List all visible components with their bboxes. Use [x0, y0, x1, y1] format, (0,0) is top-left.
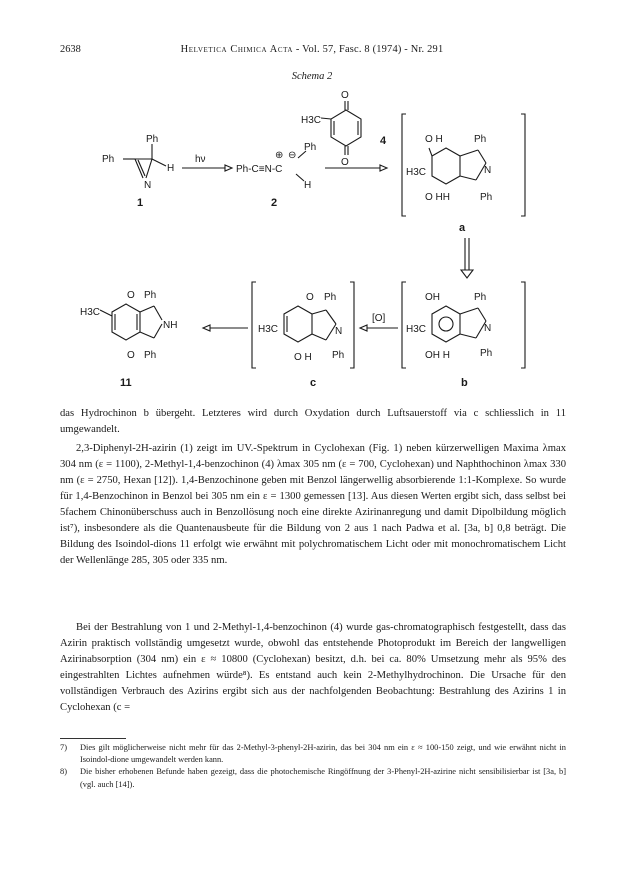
paragraph-3 — [60, 620, 566, 716]
label-n: N — [144, 180, 152, 191]
footnote-mark: 8) — [60, 767, 67, 777]
intermediate-b-structure — [402, 282, 525, 389]
page-number: 2638 — [60, 44, 81, 55]
label-h3c: H3C — [406, 324, 427, 335]
label-ph: Ph — [480, 348, 493, 359]
label-ph: Ph — [324, 292, 337, 303]
label-ph: Ph — [304, 142, 317, 153]
label-h3c: H3C — [258, 324, 279, 335]
arrow-hv — [182, 154, 232, 171]
intermediate-a-structure — [402, 114, 525, 234]
arrow-ox-label: [O] — [372, 313, 386, 324]
label-ph: Ph — [146, 134, 159, 145]
label-minus: ⊖ — [288, 150, 297, 161]
label-h3c: H3C — [80, 307, 101, 318]
label-o: O — [127, 350, 135, 361]
footnote-text: Dies gilt möglicherweise nicht mehr für das 2-Methyl-3-phenyl-2H-azirin, das bei 304 nm ein ε ≈ 100-150 zeigt, und wie erwähnt nicht in Isoindol-dione umgewandelt werden kann. — [80, 743, 566, 765]
footnotes — [60, 742, 566, 791]
paragraph-2-text: 2,3-Diphenyl-2H-azirin (1) zeigt im UV.-Spektrum in Cyclohexan (Fig. 1) neben kürzerwelligen Maxima λmax 304 nm (ε = 1100), 2-Methyl-1,4-benzochinon (4) λmax 305 nm (ε = 700, Cyclohexan) und Naphthochinon λmax 330 nm (ε = 2750, Hexan [12]). 1,4-Benzochinone geben mit Benzol längerwellig absorbierende 1:1-Komplexe. So wurde für 1,4-Benzochinon in Benzol bei 305 nm ein ε = 1300 gemessen [13]. Aus diesen Werten ergibt sich, dass selbst bei 5fachem Chinonüberschuss auch in Benzollösung noch eine direkte Azirinanregung und damit Dipolbildung möglich ist⁷), insbesondere als die Quantenausbeute für die Bildung von 2 aus 1 nach Padwa et al. [3a, b] 0,8 beträgt. Die Bildung des Isoindol-dions 11 erfolgt wie erwähnt mit polychromatischem Licht oder mit monochromatischem Licht der Wellenlänge 285, 305 oder 335 nm. — [60, 443, 566, 567]
label-o: O — [306, 292, 314, 303]
page-header — [60, 44, 564, 60]
arrow-hv-label: hν — [195, 154, 206, 165]
label-nh: NH — [163, 320, 178, 331]
label-ph: Ph — [480, 192, 493, 203]
reaction-scheme — [80, 88, 550, 393]
footnote-7 — [60, 742, 566, 766]
label-n: N — [335, 326, 343, 337]
label-h: H — [167, 163, 175, 174]
footnote-8 — [60, 766, 566, 790]
paragraph-3-text: Bei der Bestrahlung von 1 und 2-Methyl-1,4-benzochinon (4) wurde gas-chromatographisch festgestellt, dass das Azirin praktisch vollständig umgesetzt wurde, obwohl das entstehende Photoprodukt im Bereich der langwelligen Azirinabsorption (304 nm) ein ε ≈ 10800 (Cyclohexan) besitzt, d.h. bei ca. 80% Umsetzung mehr als 95% des eingestrahlten Lichtes aufnehmen würde⁸). Es entstand auch kein 2-Methylhydrochinon. Die Ursache für den vollständigen Verbrauch des Azirins ergibt sich aus der nachfolgenden Beobachtung: Bestrahlung des Azirins 1 in Cyclohexan (c = — [60, 622, 566, 714]
label-oh-h: OH H — [425, 350, 450, 361]
footnote-divider — [60, 738, 126, 739]
label-h: H — [304, 180, 312, 191]
journal-name: Helvetica Chimica Acta — [180, 44, 294, 55]
label-n: N — [484, 323, 492, 334]
arrow-to-a — [325, 165, 387, 171]
label-ph: Ph — [102, 154, 115, 165]
compound-letter-c: c — [310, 377, 317, 389]
compound-4-structure — [301, 90, 387, 168]
label-o-h: O H — [294, 352, 312, 363]
compound-number-2: 2 — [271, 197, 278, 209]
label-o: O — [341, 90, 349, 101]
compound-number-4: 4 — [380, 135, 387, 147]
issue-info: - Vol. 57, Fasc. 8 (1974) - Nr. 291 — [293, 44, 444, 55]
label-ph: Ph — [474, 134, 487, 145]
label-ph: Ph — [144, 350, 157, 361]
label-ph: Ph — [332, 350, 345, 361]
paragraph-2 — [60, 441, 566, 569]
label-ph: Ph — [144, 290, 157, 301]
compound-number-1: 1 — [137, 197, 144, 209]
running-head — [60, 44, 564, 55]
compound-11-structure — [80, 290, 177, 389]
label-o-hh: O HH — [425, 192, 450, 203]
paragraph-1 — [60, 406, 566, 438]
arrow-b-to-c — [360, 313, 398, 331]
arrow-a-to-b — [461, 238, 473, 278]
label-o-h: O H — [425, 134, 443, 145]
footnote-text: Die bisher erhobenen Befunde haben gezeigt, dass die photochemische Ringöffnung der 3-Phenyl-2H-azirine nicht sensibilisierbar ist [3a, b] (vgl. auch [14]). — [80, 767, 566, 789]
label-o: O — [127, 290, 135, 301]
scheme-title: Schema 2 — [291, 71, 333, 82]
intermediate-c-structure — [252, 282, 354, 389]
footnote-mark: 7) — [60, 743, 67, 752]
compound-letter-b: b — [461, 377, 468, 389]
compound-number-11: 11 — [120, 377, 132, 389]
label-n: N — [484, 165, 492, 176]
label-oh: OH — [425, 292, 440, 303]
label-h3c: H3C — [301, 115, 322, 126]
label-ph-cn: Ph-C≡N-C — [236, 164, 283, 175]
compound-letter-a: a — [459, 222, 466, 234]
label-h3c: H3C — [406, 167, 427, 178]
label-o: O — [341, 157, 349, 168]
compound-2-structure — [236, 142, 316, 209]
paragraph-1-text: das Hydrochinon b übergeht. Letzteres wird durch Oxydation durch Luftsauerstoff via c schliesslich in 11 umgewandelt. — [60, 408, 566, 436]
compound-1-structure — [102, 134, 174, 209]
arrow-c-to-11 — [203, 325, 248, 331]
label-plus: ⊕ — [275, 150, 284, 161]
label-ph: Ph — [474, 292, 487, 303]
